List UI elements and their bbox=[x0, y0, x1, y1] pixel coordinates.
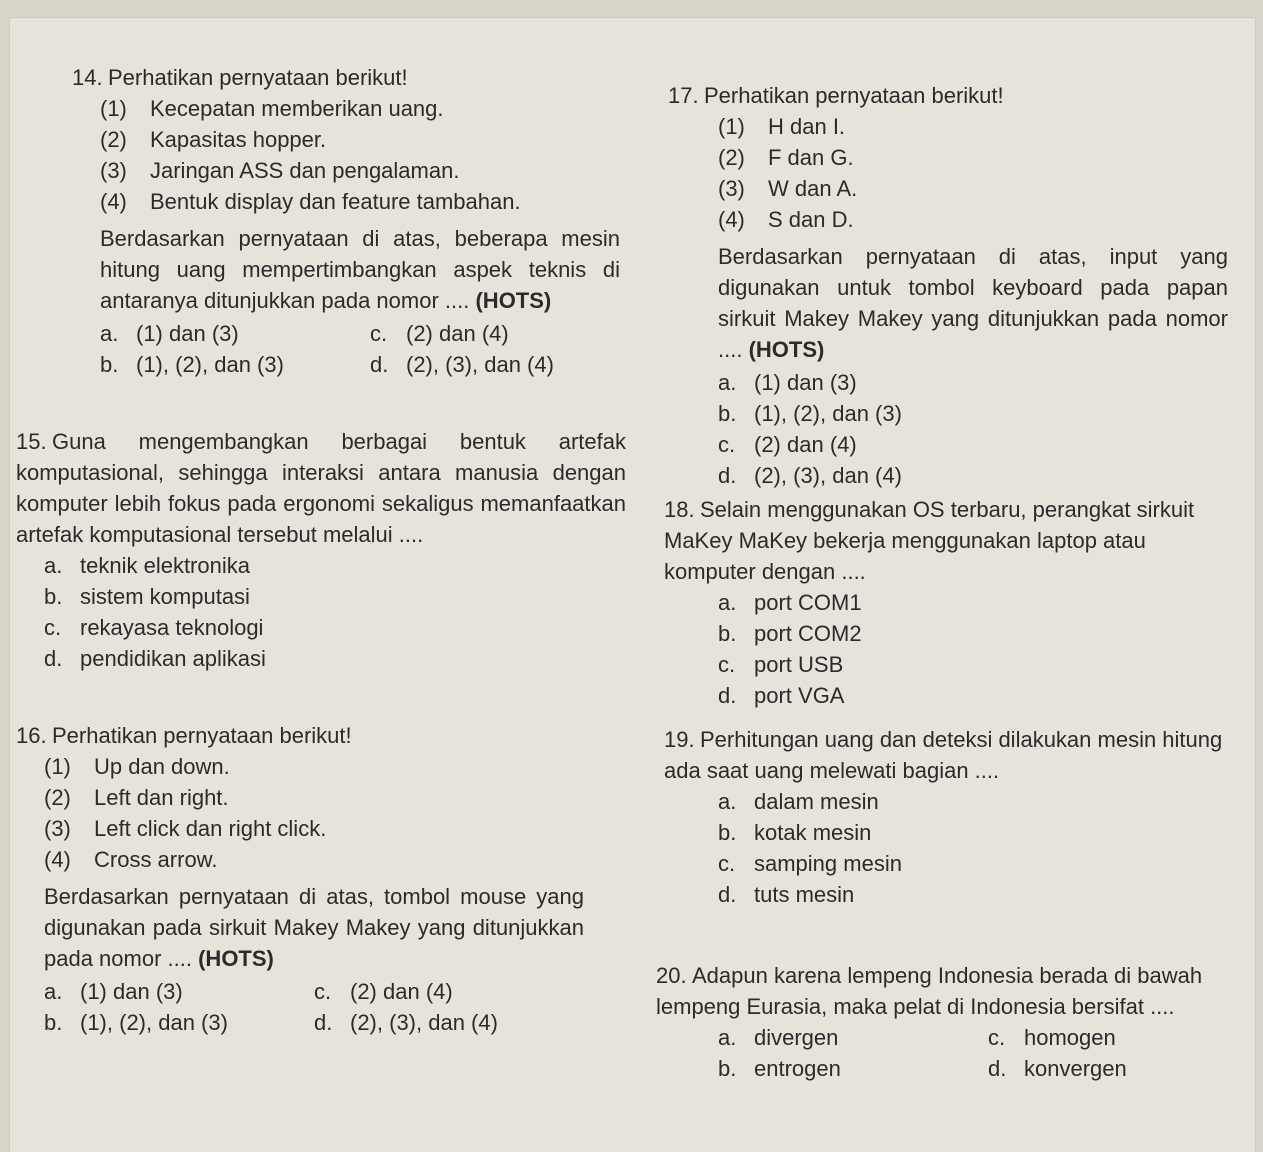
statement-item: (1) H dan I. bbox=[718, 114, 846, 139]
question-number: 20. bbox=[656, 963, 687, 988]
question-19 bbox=[664, 724, 1239, 910]
statement-item: (2) Left dan right. bbox=[44, 785, 229, 810]
option-d[interactable]: d. (2), (3), dan (4) bbox=[314, 1010, 498, 1035]
option-b[interactable]: b. (1), (2), dan (3) bbox=[100, 352, 284, 377]
option-a[interactable]: a. (1) dan (3) bbox=[44, 979, 183, 1004]
worksheet-page bbox=[10, 18, 1255, 1152]
question-text: Selain menggunakan OS terbaru, perangkat sirkuit MaKey MaKey bekerja menggunakan laptop atau komputer dengan .... bbox=[664, 497, 1195, 584]
option-b[interactable]: b. sistem komputasi bbox=[44, 584, 250, 609]
question-number: 17. bbox=[668, 83, 699, 108]
option-d[interactable]: d. konvergen bbox=[988, 1056, 1127, 1081]
option-d[interactable]: d. (2), (3), dan (4) bbox=[370, 352, 554, 377]
option-b[interactable]: b. kotak mesin bbox=[718, 820, 872, 845]
question-text: Berdasarkan pernyataan di atas, tombol mouse yang digunakan pada sirkuit Makey Makey yang ditunjukkan pada nomor .... (HOTS) bbox=[44, 884, 584, 971]
statement-item: (4) Bentuk display dan feature tambahan. bbox=[100, 189, 521, 214]
question-number: 16. bbox=[16, 723, 47, 748]
question-text: Guna mengembangkan berbagai bentuk artefak komputasional, sehingga interaksi antara manusia dengan komputer lebih fokus pada ergonomi sekaligus memanfaatkan artefak komputasional tersebut melalui .... bbox=[16, 429, 626, 547]
answer-options bbox=[72, 318, 650, 380]
question-17 bbox=[668, 80, 1228, 491]
statement-item: (3) Left click dan right click. bbox=[44, 816, 327, 841]
question-20 bbox=[656, 960, 1241, 1084]
question-number: 19. bbox=[664, 727, 695, 752]
answer-options bbox=[656, 1022, 1241, 1084]
answer-options bbox=[664, 587, 1234, 711]
question-text: Perhitungan uang dan deteksi dilakukan mesin hitung ada saat uang melewati bagian .... bbox=[664, 727, 1223, 783]
question-text: Berdasarkan pernyataan di atas, input yang digunakan untuk tombol keyboard pada papan sirkuit Makey Makey yang ditunjukkan pada nomor .... (HOTS) bbox=[718, 244, 1228, 362]
question-16 bbox=[16, 720, 594, 1038]
statement-item: (2) Kapasitas hopper. bbox=[100, 127, 327, 152]
option-b[interactable]: b. entrogen bbox=[718, 1056, 841, 1081]
answer-options bbox=[16, 550, 626, 674]
option-c[interactable]: c. homogen bbox=[988, 1025, 1116, 1050]
option-a[interactable]: a. divergen bbox=[718, 1025, 839, 1050]
question-text: Adapun karena lempeng Indonesia berada di bawah lempeng Eurasia, maka pelat di Indonesia bersifat .... bbox=[656, 963, 1203, 1019]
answer-options bbox=[664, 786, 1239, 910]
statement-item: (3) Jaringan ASS dan pengalaman. bbox=[100, 158, 460, 183]
option-d[interactable]: d. pendidikan aplikasi bbox=[44, 646, 266, 671]
question-number: 14. bbox=[72, 65, 103, 90]
hots-label: (HOTS) bbox=[748, 337, 825, 362]
question-prompt: Perhatikan pernyataan berikut! bbox=[52, 723, 352, 748]
option-c[interactable]: c. (2) dan (4) bbox=[370, 321, 509, 346]
option-a[interactable]: a. teknik elektronika bbox=[44, 553, 250, 578]
option-c[interactable]: c. samping mesin bbox=[718, 851, 902, 876]
option-c[interactable]: c. (2) dan (4) bbox=[314, 979, 453, 1004]
statement-item: (4) S dan D. bbox=[718, 207, 854, 232]
statement-item: (3) W dan A. bbox=[718, 176, 858, 201]
option-d[interactable]: d. port VGA bbox=[718, 683, 845, 708]
option-a[interactable]: a. (1) dan (3) bbox=[100, 321, 239, 346]
option-d[interactable]: d. tuts mesin bbox=[718, 882, 855, 907]
question-prompt: Perhatikan pernyataan berikut! bbox=[108, 65, 408, 90]
option-a[interactable]: a. port COM1 bbox=[718, 590, 862, 615]
question-text: Berdasarkan pernyataan di atas, beberapa mesin hitung uang mempertimbangkan aspek teknis di antaranya ditunjukkan pada nomor .... (HOTS) bbox=[100, 226, 620, 313]
question-prompt: Perhatikan pernyataan berikut! bbox=[704, 83, 1004, 108]
question-15 bbox=[16, 426, 626, 674]
option-d[interactable]: d. (2), (3), dan (4) bbox=[718, 463, 902, 488]
answer-options bbox=[16, 976, 594, 1038]
answer-options bbox=[668, 367, 1228, 491]
option-b[interactable]: b. port COM2 bbox=[718, 621, 862, 646]
question-14 bbox=[72, 62, 650, 380]
option-c[interactable]: c. (2) dan (4) bbox=[718, 432, 857, 457]
option-b[interactable]: b. (1), (2), dan (3) bbox=[44, 1010, 228, 1035]
question-number: 18. bbox=[664, 497, 695, 522]
statement-item: (1) Kecepatan memberikan uang. bbox=[100, 96, 444, 121]
question-18 bbox=[664, 494, 1234, 711]
statement-item: (4) Cross arrow. bbox=[44, 847, 218, 872]
option-c[interactable]: c. rekayasa teknologi bbox=[44, 615, 264, 640]
option-c[interactable]: c. port USB bbox=[718, 652, 844, 677]
statement-item: (2) F dan G. bbox=[718, 145, 854, 170]
hots-label: (HOTS) bbox=[198, 946, 274, 971]
hots-label: (HOTS) bbox=[475, 288, 552, 313]
option-a[interactable]: a. dalam mesin bbox=[718, 789, 879, 814]
question-number: 15. bbox=[16, 429, 47, 454]
statement-item: (1) Up dan down. bbox=[44, 754, 230, 779]
option-a[interactable]: a. (1) dan (3) bbox=[718, 370, 857, 395]
option-b[interactable]: b. (1), (2), dan (3) bbox=[718, 401, 902, 426]
